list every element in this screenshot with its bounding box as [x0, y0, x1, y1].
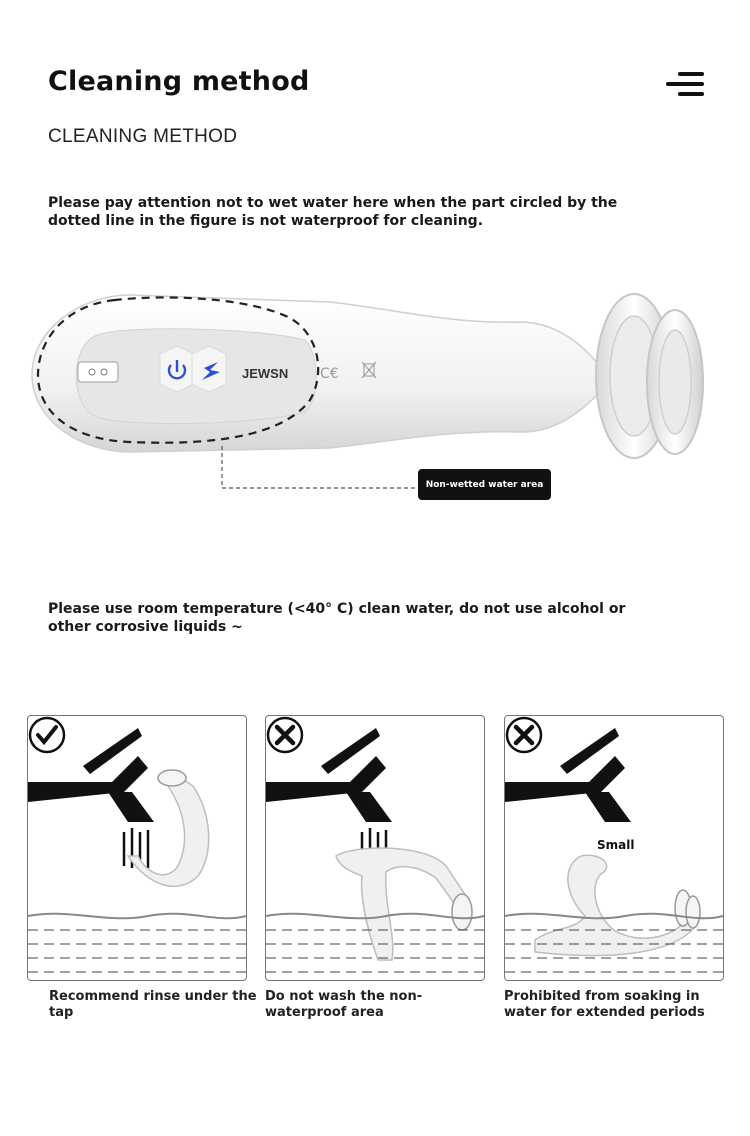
- menu-icon[interactable]: [664, 70, 706, 98]
- product-illustration: [20, 280, 720, 520]
- caption-rinse-tap: Recommend rinse under the tap: [49, 989, 257, 1020]
- brand-label: JEWSN: [242, 366, 289, 381]
- check-circle-icon: [28, 716, 66, 754]
- panel-rinse-tap: [27, 715, 247, 981]
- temperature-note: Please use room temperature (<40° C) clean water, do not use alcohol or other corrosive liquids ~: [48, 601, 626, 635]
- page-title: Cleaning method: [48, 66, 310, 97]
- panel-non-waterproof: [265, 715, 485, 981]
- caption-no-soaking: Prohibited from soaking in water for extended periods: [504, 989, 705, 1020]
- power-icon: [160, 346, 194, 392]
- panel-no-soaking: [504, 715, 724, 981]
- waterproof-note: Please pay attention not to wet water here when the part circled by the dotted line in the figure is not waterproof for cleaning.: [48, 195, 618, 229]
- lightning-icon: [192, 346, 226, 392]
- caption-non-waterproof: Do not wash the non-waterproof area: [265, 989, 423, 1020]
- small-label: Small: [597, 838, 635, 852]
- non-wetted-area-callout: Non-wetted water area: [418, 469, 551, 500]
- bin-icon: [362, 362, 376, 378]
- page-subtitle: CLEANING METHOD: [48, 126, 238, 147]
- svg-text:C€: C€: [320, 366, 339, 382]
- cross-circle-icon: [505, 716, 543, 754]
- cross-circle-icon: [266, 716, 304, 754]
- ce-mark-icon: [320, 366, 339, 382]
